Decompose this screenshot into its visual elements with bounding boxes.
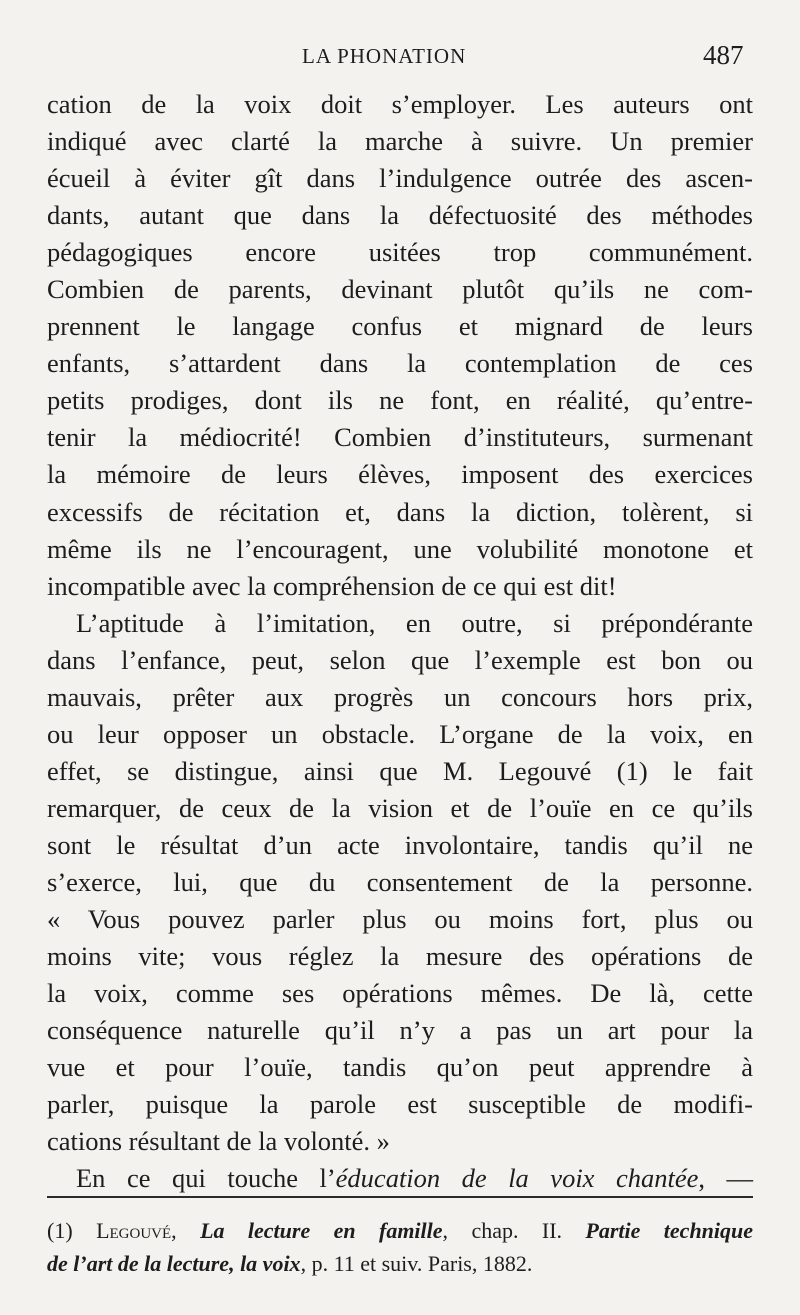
running-head <box>0 40 800 78</box>
footnote-line <box>47 1247 753 1280</box>
text-line: « Vous pouvez parler plus ou moins fort, plus ou <box>47 904 753 935</box>
text-line: pédagogiques encore usitées trop communément. <box>47 237 753 268</box>
text-line: la voix, comme ses opérations mêmes. De là, cette <box>47 978 753 1009</box>
text-line: vue et pour l’ouïe, tandis qu’on peut apprendre à <box>47 1052 753 1083</box>
text-line: même ils ne l’encouragent, une volubilité monotone et <box>47 533 753 564</box>
footnote-part: Partie technique <box>585 1218 754 1243</box>
text-line: moins vite; vous réglez la mesure des opérations de <box>47 941 753 972</box>
footnote-rule <box>47 1196 753 1198</box>
page-number: 487 <box>703 40 744 70</box>
text-line: ou leur opposer un obstacle. L’organe de la voix, en <box>47 718 753 749</box>
text-line: dans l’enfance, peut, selon que l’exemple est bon ou <box>47 644 753 675</box>
text-line: effet, se distingue, ainsi que M. Legouvé (1) le fait <box>47 755 753 786</box>
text-line: cation de la voix doit s’employer. Les auteurs ont <box>47 89 753 119</box>
footnote-author: Legouvé <box>96 1218 172 1243</box>
footnote-line: (1) Legouvé, La lecture en famille, chap. II. Partie technique <box>47 1218 754 1243</box>
text-line: indiqué avec clarté la marche à suivre. Un premier <box>47 126 753 157</box>
text-line: remarquer, de ceux de la vision et de l’ouïe en ce qu’ils <box>47 792 753 823</box>
footnote-ref: , p. 11 et suiv. Paris, 1882. <box>300 1251 533 1276</box>
text-line-last <box>47 1160 753 1197</box>
footnote-title: La lecture en famille <box>200 1218 443 1243</box>
text-line: excessifs de récitation et, dans la diction, tolèrent, si <box>47 496 753 527</box>
footnote-chapter: , chap. II. <box>442 1218 586 1243</box>
text-line: cations résultant de la volonté. » <box>47 1126 390 1157</box>
text-line: mauvais, prêter aux progrès un concours hors prix, <box>47 681 753 712</box>
italic-phrase: éducation de la voix chantée <box>335 1163 699 1194</box>
text-line: petits prodiges, dont ils ne font, en réalité, qu’entre- <box>47 385 753 416</box>
footnote-marker: (1) <box>47 1218 73 1243</box>
text-line: la mémoire de leurs élèves, imposent des exercices <box>47 459 753 490</box>
text-fragment: , — <box>698 1163 753 1194</box>
text-fragment: En ce qui touche l’ <box>76 1163 336 1194</box>
text-line: Combien de parents, devinant plutôt qu’ils ne com- <box>47 274 753 305</box>
text-line: parler, puisque la parole est susceptible de modifi- <box>47 1089 753 1120</box>
text-line: tenir la médiocrité! Combien d’instituteurs, surmenant <box>47 422 753 453</box>
footnote-subtitle: de l’art de la lecture, la voix <box>47 1251 301 1276</box>
body-text <box>47 86 753 1197</box>
text-line: conséquence naturelle qu’il n’y a pas un art pour la <box>47 1015 753 1046</box>
text-line: dants, autant que dans la défectuosité des méthodes <box>47 200 753 231</box>
text-line: prennent le langage confus et mignard de leurs <box>47 311 753 342</box>
running-title: LA PHONATION <box>302 44 467 68</box>
text-line: s’exerce, lui, que du consentement de la personne. <box>47 866 753 897</box>
text-line: L’aptitude à l’imitation, en outre, si prépondérante <box>76 607 753 638</box>
text-line: incompatible avec la compréhension de ce qui est dit! <box>47 570 617 601</box>
text-line: sont le résultat d’un acte involontaire, tandis qu’il ne <box>47 829 753 860</box>
text-line: écueil à éviter gît dans l’indulgence outrée des ascen- <box>47 163 753 194</box>
footnote <box>47 1214 753 1280</box>
text-line: enfants, s’attardent dans la contemplation de ces <box>47 348 753 379</box>
